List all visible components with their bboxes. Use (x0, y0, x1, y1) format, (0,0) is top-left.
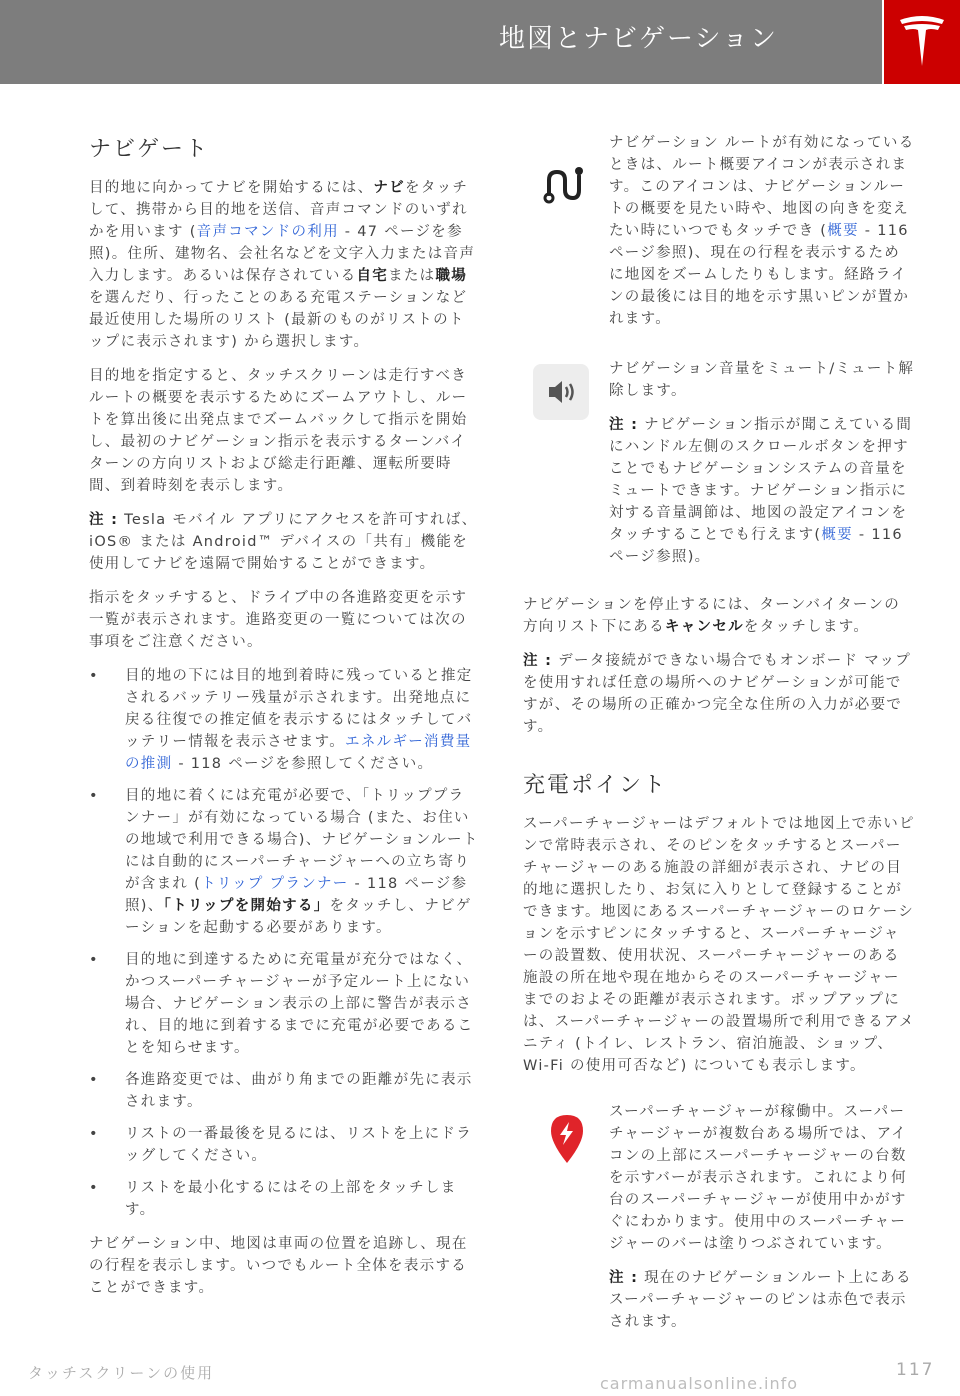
text: をタッチして、携帯から目的地を送信、音声コマンドのいずれかを用います ( (89, 180, 469, 240)
bold-term: 職場 (435, 268, 468, 284)
icon-cell (523, 358, 603, 420)
section-heading-charging: 充電ポイント (523, 773, 668, 798)
left-column (89, 132, 479, 1311)
link-overview[interactable]: 概要 (827, 223, 859, 239)
page-title: 地図とナビゲーション (499, 24, 778, 54)
note (609, 414, 915, 568)
note (523, 650, 915, 738)
text: 目的地の下には目的地到着時に残っていると推定されるバッテリー残量が示されます。出発地点に戻る往復での推定値を表示するにはタッチしてバッテリー情報を表示させます。 (125, 668, 473, 750)
text: - 47 ページを参照)。住所、建物名、会社名などを文字入力または音声入力します。あるいは保存されている (89, 224, 476, 284)
footer-section-title: タッチスクリーンの使用 (28, 1364, 215, 1382)
tesla-logo-icon (898, 14, 946, 70)
paragraph (523, 594, 915, 638)
note-label: 注 : (523, 653, 553, 669)
link-trip-planner[interactable]: トリップ プランナー (201, 876, 349, 892)
bold-term: 自宅 (356, 268, 389, 284)
list-item: • 各進路変更では、曲がり角までの距離が先に表示されます。 (89, 1069, 479, 1113)
note-label: 注 : (89, 512, 119, 528)
note (89, 509, 479, 575)
text: - 118 ページを参照してください。 (172, 756, 434, 772)
paragraph (89, 177, 479, 353)
paragraph: 目的地を指定すると、タッチスクリーンは走行すべきルートの概要を表示するためにズームアウトし、ルートを算出後に出発点までズームバックして指示を開始し、最初のナビゲーション指示を表示するターンバイターンの方向リストおよび総走行距離、運転所要時間、到着時刻を表示します。 (89, 368, 468, 494)
note-text: 現在のナビゲーションルート上にあるスーパーチャージャーのピンは赤色で表示されます。 (609, 1270, 912, 1330)
note-text: データ接続ができない場合でもオンボード マップを使用すれば任意の場所へのナビゲーションが可能ですが、その場所の正確かつ完全な住所の入力が必要です。 (523, 653, 912, 735)
note-label: 注 : (609, 1270, 639, 1286)
paragraph: 指示をタッチすると、ドライブ中の各進路変更を示す一覧が表示されます。進路変更の一覧については次の事項をご注意ください。 (89, 590, 468, 650)
header-bar (0, 0, 882, 84)
section-heading-navigate: ナビゲート (89, 137, 210, 162)
icon-cell (523, 1101, 603, 1175)
tesla-logo (884, 0, 960, 84)
text: ナビゲーション ルートが有効になっているときは、ルート概要アイコンが表示されます。このアイコンは、ナビゲーションルートの概要を見たい時や、地図の向きを変えたい時にいつでもタッチでき ( (609, 135, 915, 239)
route-overview-row (523, 132, 915, 330)
note-text: - 116 ページ参照)。 (609, 527, 903, 565)
list-item: • リストを最小化するにはその上部をタッチします。 (89, 1177, 479, 1221)
supercharger-pin-icon (537, 1111, 597, 1171)
icon-cell (523, 132, 603, 218)
list-item (89, 665, 479, 775)
text: をタッチします。 (743, 619, 870, 635)
text: を選んだり、行ったことのある充電ステーションなど最近使用した場所のリスト (最新のものがリストのトップに表示されます) から選択します。 (89, 290, 468, 350)
right-column (523, 132, 915, 1345)
note-text: Tesla モバイル アプリにアクセスを許可すれば、iOS® または Android™ デバイスの「共有」機能を使用してナビを遠隔で開始することができます。 (89, 512, 478, 572)
note (609, 1267, 915, 1333)
list-item: • リストの一番最後を見るには、リストを上にドラッグしてください。 (89, 1123, 479, 1167)
icon-description (609, 358, 915, 568)
icon-description (609, 1101, 915, 1333)
bullet-list (89, 665, 479, 1221)
paragraph: ナビゲーション中、地図は車両の位置を追跡し、現在の行程を表示します。いつでもルート全体を表示することができます。 (89, 1236, 468, 1296)
bold-term: キャンセル (664, 619, 744, 635)
mute-button[interactable] (533, 364, 589, 420)
list-item (89, 785, 479, 939)
link-overview[interactable]: 概要 (821, 527, 853, 543)
paragraph: ナビゲーション音量をミュート/ミュート解除します。 (609, 361, 915, 399)
paragraph (609, 132, 915, 330)
watermark: carmanualsonline.info (600, 1374, 799, 1393)
bold-term: 「トリップを開始する」 (163, 898, 330, 914)
list-item: • 目的地に到達するために充電量が充分ではなく、かつスーパーチャージャーが予定ルート上にない場合、ナビゲーション表示の上部に警告が表示され、目的地に到着するまでに充電が必要であることを知らせます。 (89, 949, 479, 1059)
link-energy-estimate[interactable]: エネルギー消費量の推測 (125, 734, 472, 772)
note-text: ナビゲーション指示が聞こえている間にハンドル左側のスクロールボタンを押すことでもナビゲーションシステムの音量をミュートできます。ナビゲーション指示に対する音量調節は、地図の設定アイコンをタッチすることでも行えます( (609, 417, 913, 543)
route-overview-icon (533, 154, 593, 214)
link-voice-commands[interactable]: 音声コマンドの利用 (196, 224, 339, 240)
text: ナビゲーションを停止するには、ターンバイターンの方向リスト下にある (523, 597, 901, 635)
text: - 116 ページ参照)、現在の行程を表示するために地図をズームしたりもします。経路ラインの最後には目的地を示す黒いピンが置かれます。 (609, 223, 910, 327)
text: 目的地に着くには充電が必要で、「トリッププランナー」が有効になっている場合 (また、お住いの地域で利用できる場合)、ナビゲーションルートには自動的にスーパーチャージャーへの立ち寄りが含まれ ( (125, 788, 479, 892)
text: - 118 ページ参照)、 (125, 876, 468, 914)
text: をタッチし、ナビゲーションを起動する必要があります。 (125, 898, 472, 936)
icon-description (609, 132, 915, 330)
page-number: 117 (896, 1360, 935, 1380)
speaker-icon (533, 364, 589, 420)
text: または (388, 268, 436, 284)
supercharger-row (523, 1101, 915, 1333)
paragraph: スーパーチャージャーが稼働中。スーパーチャージャーが複数台ある場所では、アイコンの上部にスーパーチャージャーの台数を示すバーが表示されます。これにより何台のスーパーチャージャーが使用中かがすぐにわかります。使用中のスーパーチャージャーのバーは塗りつぶされています。 (609, 1104, 907, 1252)
bold-term: ナビ (373, 180, 406, 196)
paragraph: スーパーチャージャーはデフォルトでは地図上で赤いピンで常時表示され、そのピンをタッチするとスーパーチャージャーのある施設の詳細が表示され、ナビの目的地に選択したり、お気に入りとして登録することができます。地図にあるスーパーチャージャーのロケーションを示すピンにタッチすると、スーパーチャージャーの設置数、使用状況、スーパーチャージャーのある施設の所在地や現在地からそのスーパーチャージャーまでのおよその距離が表示されます。ポップアップには、スーパーチャージャーの設置場所で利用できるアメニティ (トイレ、レストラン、宿泊施設、ショップ、Wi-Fi の使用可否など) についても表示します。 (523, 816, 915, 1074)
text: 目的地に向かってナビを開始するには、 (89, 180, 374, 196)
note-label: 注 : (609, 417, 639, 433)
mute-row (523, 358, 915, 568)
